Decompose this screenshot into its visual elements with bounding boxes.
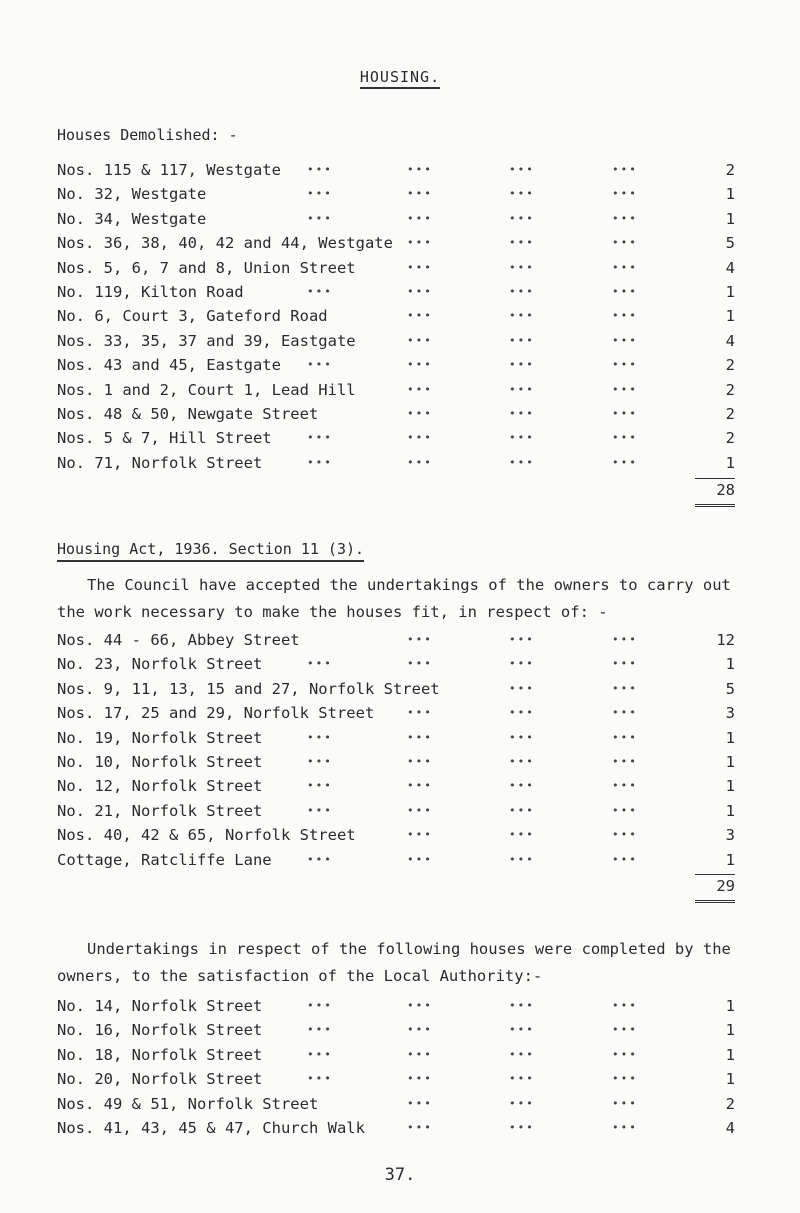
item-count: 1 xyxy=(725,655,735,674)
leader-dots: ••• xyxy=(307,211,333,225)
leader-dots: ••• xyxy=(509,187,535,201)
leader-dots: ••• xyxy=(307,999,333,1012)
leader-dots: ••• xyxy=(509,358,535,372)
leader-dots: ••• xyxy=(307,1047,333,1061)
list-item xyxy=(57,628,757,652)
item-address: No. 14, Norfolk Street xyxy=(57,997,263,1015)
leader-dots: ••• xyxy=(509,431,535,445)
leader-dots: ••• xyxy=(612,828,638,842)
leader-dots: ••• xyxy=(509,1120,535,1134)
leader-dots: ••• xyxy=(509,1072,535,1086)
list-item xyxy=(57,402,757,426)
item-address: No. 10, Norfolk Street xyxy=(57,752,263,771)
list-item xyxy=(57,1018,757,1042)
item-count: 1 xyxy=(725,1070,735,1089)
list-item xyxy=(57,823,757,847)
leader-dots: ••• xyxy=(407,1047,433,1061)
item-count: 4 xyxy=(725,258,735,277)
leader-dots: ••• xyxy=(407,1023,433,1037)
leader-dots: ••• xyxy=(612,803,638,817)
leader-dots: ••• xyxy=(307,431,333,445)
item-address: Nos. 40, 42 & 65, Norfolk Street xyxy=(57,826,356,845)
item-count: 1 xyxy=(725,997,735,1015)
item-address: Cottage, Ratcliffe Lane xyxy=(57,850,272,869)
leader-dots: ••• xyxy=(612,236,638,250)
leader-dots: ••• xyxy=(612,333,638,347)
leader-dots: ••• xyxy=(509,1047,535,1061)
item-address: Nos. 49 & 51, Norfolk Street xyxy=(57,1094,319,1113)
item-address: Nos. 115 & 117, Westgate xyxy=(57,161,281,179)
leader-dots: ••• xyxy=(407,309,433,323)
list-item xyxy=(57,701,757,725)
item-count: 1 xyxy=(725,1045,735,1064)
page-title: HOUSING. xyxy=(0,68,800,86)
item-count: 1 xyxy=(725,777,735,796)
leader-dots: ••• xyxy=(509,382,535,396)
leader-dots: ••• xyxy=(407,828,433,842)
leader-dots: ••• xyxy=(612,260,638,274)
leader-dots: ••• xyxy=(407,406,433,420)
item-address: No. 23, Norfolk Street xyxy=(57,655,263,674)
list-item xyxy=(57,451,757,475)
list-item xyxy=(57,280,757,304)
item-address: No. 32, Westgate xyxy=(57,185,207,204)
item-address: No. 6, Court 3, Gateford Road xyxy=(57,307,328,326)
section-heading-housing-act: Housing Act, 1936. Section 11 (3). xyxy=(57,540,364,558)
leader-dots: ••• xyxy=(509,163,535,176)
list-item xyxy=(57,677,757,701)
leader-dots: ••• xyxy=(509,211,535,225)
leader-dots: ••• xyxy=(509,455,535,469)
leader-dots: ••• xyxy=(612,1120,638,1134)
leader-dots: ••• xyxy=(612,657,638,671)
leader-dots: ••• xyxy=(509,1023,535,1037)
leader-dots: ••• xyxy=(612,358,638,372)
list-item xyxy=(57,726,757,750)
item-count: 2 xyxy=(725,1094,735,1113)
leader-dots: ••• xyxy=(509,681,535,695)
item-address: Nos. 43 and 45, Eastgate xyxy=(57,356,281,375)
list-item xyxy=(57,750,757,774)
leader-dots: ••• xyxy=(612,1096,638,1110)
leader-dots: ••• xyxy=(509,1096,535,1110)
leader-dots: ••• xyxy=(407,358,433,372)
item-address: No. 71, Norfolk Street xyxy=(57,453,263,472)
item-address: Nos. 41, 43, 45 & 47, Church Walk xyxy=(57,1118,365,1137)
item-count: 1 xyxy=(725,728,735,747)
undertakings-accepted-paragraph: The Council have accepted the undertakings of the owners to carry out the work necessary to make the houses fit, in respect of: - xyxy=(57,576,731,621)
undertakings-accepted-list xyxy=(57,628,757,872)
item-address: No. 21, Norfolk Street xyxy=(57,801,263,820)
list-item xyxy=(57,799,757,823)
item-address: No. 12, Norfolk Street xyxy=(57,777,263,796)
leader-dots: ••• xyxy=(407,260,433,274)
list-item xyxy=(57,1092,757,1116)
leader-dots: ••• xyxy=(612,211,638,225)
leader-dots: ••• xyxy=(407,236,433,250)
item-address: No. 20, Norfolk Street xyxy=(57,1070,263,1089)
item-count: 3 xyxy=(725,704,735,723)
leader-dots: ••• xyxy=(307,284,333,298)
item-count: 1 xyxy=(725,185,735,204)
leader-dots: ••• xyxy=(407,633,433,646)
item-count: 1 xyxy=(725,801,735,820)
leader-dots: ••• xyxy=(612,309,638,323)
list-item xyxy=(57,426,757,450)
item-count: 2 xyxy=(725,429,735,448)
leader-dots: ••• xyxy=(407,1096,433,1110)
item-address: Nos. 17, 25 and 29, Norfolk Street xyxy=(57,704,375,723)
list-item xyxy=(57,158,757,182)
leader-dots: ••• xyxy=(307,1072,333,1086)
leader-dots: ••• xyxy=(407,431,433,445)
leader-dots: ••• xyxy=(612,382,638,396)
leader-dots: ••• xyxy=(509,309,535,323)
item-address: No. 119, Kilton Road xyxy=(57,282,244,301)
leader-dots: ••• xyxy=(407,382,433,396)
item-count: 1 xyxy=(725,752,735,771)
leader-dots: ••• xyxy=(307,1023,333,1037)
leader-dots: ••• xyxy=(407,706,433,720)
item-count: 1 xyxy=(725,307,735,326)
leader-dots: ••• xyxy=(509,999,535,1012)
leader-dots: ••• xyxy=(407,187,433,201)
leader-dots: ••• xyxy=(407,211,433,225)
leader-dots: ••• xyxy=(612,1072,638,1086)
item-count: 1 xyxy=(725,282,735,301)
leader-dots: ••• xyxy=(509,333,535,347)
leader-dots: ••• xyxy=(307,803,333,817)
leader-dots: ••• xyxy=(612,681,638,695)
list-item xyxy=(57,994,757,1018)
undertakings-completed-list xyxy=(57,994,757,1140)
item-address: Nos. 48 & 50, Newgate Street xyxy=(57,404,319,423)
item-count: 4 xyxy=(725,1118,735,1137)
list-item xyxy=(57,182,757,206)
leader-dots: ••• xyxy=(307,455,333,469)
leader-dots: ••• xyxy=(407,999,433,1012)
item-count: 1 xyxy=(725,453,735,472)
leader-dots: ••• xyxy=(407,657,433,671)
section-heading-demolished: Houses Demolished: - xyxy=(57,126,238,144)
leader-dots: ••• xyxy=(307,852,333,866)
leader-dots: ••• xyxy=(509,284,535,298)
item-address: No. 19, Norfolk Street xyxy=(57,728,263,747)
leader-dots: ••• xyxy=(612,999,638,1012)
leader-dots: ••• xyxy=(612,754,638,768)
leader-dots: ••• xyxy=(509,657,535,671)
item-count: 3 xyxy=(725,826,735,845)
item-count: 1 xyxy=(725,850,735,869)
undertakings-completed-paragraph: Undertakings in respect of the following houses were completed by the owners, to the satisfaction of the Local Authority:- xyxy=(57,940,731,985)
item-count: 5 xyxy=(725,234,735,253)
leader-dots: ••• xyxy=(612,730,638,744)
list-item xyxy=(57,231,757,255)
item-count: 5 xyxy=(725,679,735,698)
item-address: Nos. 9, 11, 13, 15 and 27, Norfolk Street xyxy=(57,679,440,698)
list-item xyxy=(57,207,757,231)
leader-dots: ••• xyxy=(509,633,535,646)
leader-dots: ••• xyxy=(407,163,433,176)
list-item xyxy=(57,652,757,676)
list-item xyxy=(57,353,757,377)
leader-dots: ••• xyxy=(407,284,433,298)
list-item xyxy=(57,1116,757,1140)
item-address: No. 18, Norfolk Street xyxy=(57,1045,263,1064)
item-count: 4 xyxy=(725,331,735,350)
leader-dots: ••• xyxy=(307,657,333,671)
item-count: 12 xyxy=(716,631,735,649)
item-address: Nos. 44 - 66, Abbey Street xyxy=(57,631,300,649)
leader-dots: ••• xyxy=(407,333,433,347)
leader-dots: ••• xyxy=(612,455,638,469)
leader-dots: ••• xyxy=(612,406,638,420)
page-number: 37. xyxy=(384,1165,416,1185)
leader-dots: ••• xyxy=(307,163,333,176)
leader-dots: ••• xyxy=(612,1047,638,1061)
leader-dots: ••• xyxy=(407,730,433,744)
leader-dots: ••• xyxy=(612,706,638,720)
leader-dots: ••• xyxy=(307,754,333,768)
leader-dots: ••• xyxy=(509,828,535,842)
list-item xyxy=(57,848,757,872)
leader-dots: ••• xyxy=(407,1072,433,1086)
leader-dots: ••• xyxy=(509,852,535,866)
item-count: 2 xyxy=(725,161,735,179)
list-item xyxy=(57,1043,757,1067)
item-count: 2 xyxy=(725,380,735,399)
item-address: Nos. 5, 6, 7 and 8, Union Street xyxy=(57,258,356,277)
leader-dots: ••• xyxy=(612,852,638,866)
leader-dots: ••• xyxy=(307,730,333,744)
leader-dots: ••• xyxy=(509,406,535,420)
leader-dots: ••• xyxy=(509,779,535,793)
leader-dots: ••• xyxy=(307,187,333,201)
list-item xyxy=(57,378,757,402)
leader-dots: ••• xyxy=(307,358,333,372)
list-item xyxy=(57,304,757,328)
leader-dots: ••• xyxy=(612,779,638,793)
leader-dots: ••• xyxy=(509,260,535,274)
list-item xyxy=(57,774,757,798)
item-count: 2 xyxy=(725,356,735,375)
list-item xyxy=(57,256,757,280)
demolished-total: 28 xyxy=(695,478,735,507)
leader-dots: ••• xyxy=(407,852,433,866)
leader-dots: ••• xyxy=(612,431,638,445)
item-address: Nos. 5 & 7, Hill Street xyxy=(57,429,272,448)
undertakings-accepted-total: 29 xyxy=(695,874,735,903)
demolished-list xyxy=(57,158,757,475)
leader-dots: ••• xyxy=(509,754,535,768)
leader-dots: ••• xyxy=(407,779,433,793)
item-address: Nos. 36, 38, 40, 42 and 44, Westgate xyxy=(57,234,393,253)
leader-dots: ••• xyxy=(509,730,535,744)
item-address: Nos. 1 and 2, Court 1, Lead Hill xyxy=(57,380,356,399)
item-count: 1 xyxy=(725,1021,735,1040)
leader-dots: ••• xyxy=(612,633,638,646)
list-item xyxy=(57,329,757,353)
leader-dots: ••• xyxy=(612,1023,638,1037)
leader-dots: ••• xyxy=(509,706,535,720)
item-address: No. 16, Norfolk Street xyxy=(57,1021,263,1040)
leader-dots: ••• xyxy=(407,455,433,469)
leader-dots: ••• xyxy=(612,187,638,201)
item-count: 1 xyxy=(725,209,735,228)
leader-dots: ••• xyxy=(612,284,638,298)
item-count: 2 xyxy=(725,404,735,423)
leader-dots: ••• xyxy=(307,779,333,793)
leader-dots: ••• xyxy=(509,803,535,817)
item-address: No. 34, Westgate xyxy=(57,209,207,228)
list-item xyxy=(57,1067,757,1091)
item-address: Nos. 33, 35, 37 and 39, Eastgate xyxy=(57,331,356,350)
leader-dots: ••• xyxy=(407,1120,433,1134)
leader-dots: ••• xyxy=(407,754,433,768)
leader-dots: ••• xyxy=(509,236,535,250)
leader-dots: ••• xyxy=(612,163,638,176)
leader-dots: ••• xyxy=(407,803,433,817)
